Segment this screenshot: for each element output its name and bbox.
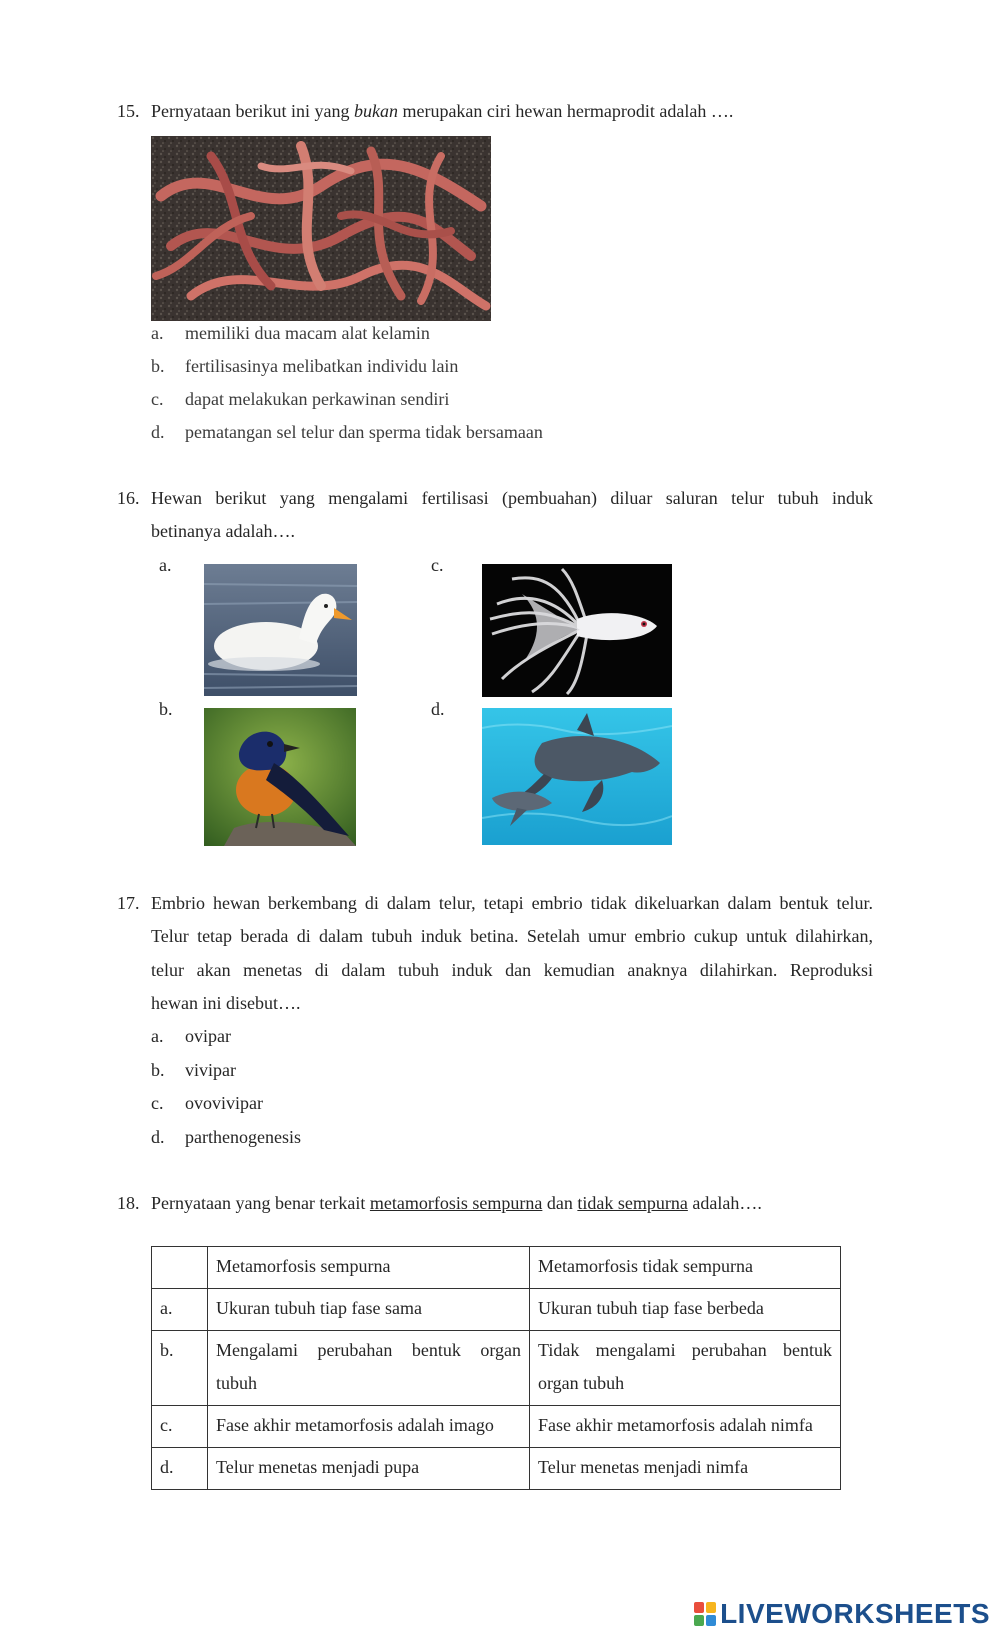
q17-option-d-label: d. bbox=[151, 1127, 165, 1147]
q15-number: 15. bbox=[117, 101, 140, 121]
q16-number: 16. bbox=[117, 488, 140, 508]
q17-option-b-text: vivipar bbox=[185, 1060, 236, 1080]
q17-option-a-text: ovipar bbox=[185, 1026, 231, 1046]
q16-stem-line-1: Hewan berikut yang mengalami fertilisasi (pembuahan) diluar saluran telur tubuh induk bbox=[151, 488, 873, 508]
duck-image bbox=[204, 564, 357, 696]
table-header-cell: Metamorfosis sempurna bbox=[208, 1247, 530, 1289]
table-cell: Ukuran tubuh tiap fase sama bbox=[208, 1289, 530, 1331]
table-header-cell: Metamorfosis tidak sempurna bbox=[530, 1247, 841, 1289]
q16-stem-line-2: betinanya adalah…. bbox=[151, 521, 295, 541]
q17-stem-line-1: Embrio hewan berkembang di dalam telur, tetapi embrio tidak dikeluarkan dalam bentuk telur. bbox=[151, 893, 873, 913]
dolphin-image bbox=[482, 708, 672, 845]
table-cell: Ukuran tubuh tiap fase berbeda bbox=[530, 1289, 841, 1331]
q15-option-a-text: memiliki dua macam alat kelamin bbox=[185, 323, 430, 343]
q17-option-c-label: c. bbox=[151, 1093, 164, 1113]
q17-stem-line-3: telur akan menetas di dalam tubuh induk dan kemudian anaknya dilahirkan. Reproduksi bbox=[151, 960, 873, 980]
table-cell: c. bbox=[152, 1406, 208, 1448]
table-row bbox=[152, 1289, 841, 1331]
q17-option-d-text: parthenogenesis bbox=[185, 1127, 301, 1147]
q17-stem-line-4: hewan ini disebut…. bbox=[151, 993, 301, 1013]
table-row bbox=[152, 1331, 841, 1406]
metamorphosis-table bbox=[151, 1246, 841, 1490]
table-cell: Fase akhir metamorfosis adalah nimfa bbox=[530, 1406, 841, 1448]
q17-option-b-label: b. bbox=[151, 1060, 165, 1080]
table-cell: Mengalami perubahan bentuk organ tubuh bbox=[208, 1331, 530, 1406]
q15-stem-emphasis: bukan bbox=[353, 101, 398, 121]
table-cell: b. bbox=[152, 1331, 208, 1406]
q15-option-d-label: d. bbox=[151, 422, 165, 442]
q18-stem-pre: Pernyataan yang benar terkait bbox=[151, 1193, 370, 1213]
table-cell: a. bbox=[152, 1289, 208, 1331]
q17-number: 17. bbox=[117, 893, 140, 913]
q15-option-c-text: dapat melakukan perkawinan sendiri bbox=[185, 389, 450, 409]
q18-stem-underline-1: metamorfosis sempurna bbox=[369, 1193, 543, 1213]
q16-option-b-label: b. bbox=[159, 699, 173, 719]
q15-option-b-label: b. bbox=[151, 356, 165, 376]
q17-option-a-label: a. bbox=[151, 1026, 164, 1046]
q16-option-a-label: a. bbox=[159, 555, 172, 575]
table-row bbox=[152, 1406, 841, 1448]
table-cell: Tidak mengalami perubahan bentuk organ tubuh bbox=[530, 1331, 841, 1406]
q18-stem bbox=[151, 1193, 762, 1214]
table-row bbox=[152, 1448, 841, 1490]
q15-option-c-label: c. bbox=[151, 389, 164, 409]
bird-image bbox=[204, 708, 356, 846]
table-header-cell bbox=[152, 1247, 208, 1289]
q15-option-d-text: pematangan sel telur dan sperma tidak bersamaan bbox=[185, 422, 543, 442]
q16-option-c-label: c. bbox=[431, 555, 444, 575]
q15-stem bbox=[151, 101, 733, 122]
table-cell: Telur menetas menjadi pupa bbox=[208, 1448, 530, 1490]
liveworksheets-watermark bbox=[694, 1596, 990, 1632]
q15-option-b-text: fertilisasinya melibatkan individu lain bbox=[185, 356, 459, 376]
betta-fish-image bbox=[482, 564, 672, 697]
q15-stem-post: merupakan ciri hewan hermaprodit adalah …. bbox=[397, 101, 734, 121]
earthworms-image bbox=[151, 136, 491, 321]
q18-stem-underline-2: tidak sempurna bbox=[577, 1193, 688, 1213]
q18-stem-post: adalah…. bbox=[687, 1193, 762, 1213]
q15-option-a-label: a. bbox=[151, 323, 164, 343]
table-cell: d. bbox=[152, 1448, 208, 1490]
q18-number: 18. bbox=[117, 1193, 140, 1213]
q17-option-c-text: ovovivipar bbox=[185, 1093, 263, 1113]
table-cell: Telur menetas menjadi nimfa bbox=[530, 1448, 841, 1490]
q17-stem-line-2: Telur tetap berada di dalam tubuh induk betina. Setelah umur embrio cukup untuk dilahirkan, bbox=[151, 926, 873, 946]
q18-stem-mid: dan bbox=[542, 1193, 578, 1213]
table-header-row bbox=[152, 1247, 841, 1289]
liveworksheets-logo-icon bbox=[694, 1602, 716, 1626]
watermark-text: LIVEWORKSHEETS bbox=[720, 1598, 990, 1629]
table-cell: Fase akhir metamorfosis adalah imago bbox=[208, 1406, 530, 1448]
q15-stem-pre: Pernyataan berikut ini yang bbox=[151, 101, 354, 121]
q16-option-d-label: d. bbox=[431, 699, 445, 719]
